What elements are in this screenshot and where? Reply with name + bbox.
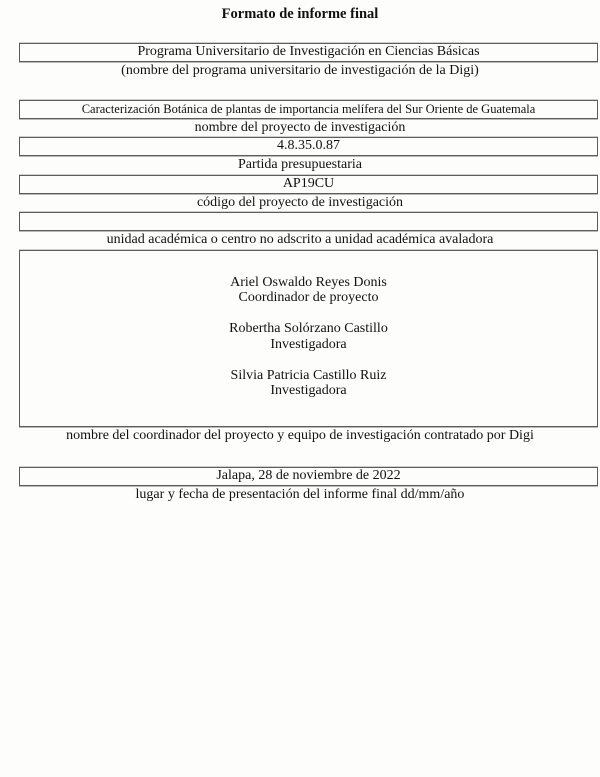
project-name-caption: nombre del proyecto de investigación <box>194 119 406 135</box>
team-line <box>20 352 597 368</box>
team-line: Silvia Patricia Castillo Ruiz <box>230 367 387 383</box>
project-code-caption: código del proyecto de investigación <box>196 194 404 210</box>
date-place-caption: lugar y fecha de presentación del informe final dd/mm/año <box>135 487 465 502</box>
page-title: Formato de informe final <box>221 6 379 22</box>
project-code-field[interactable]: AP19CU <box>19 175 598 194</box>
spacer <box>0 24 600 43</box>
team-field[interactable] <box>19 250 598 427</box>
team-line: Coordinador de proyecto <box>238 290 379 305</box>
program-name-caption: (nombre del programa universitario de investigación de la Digi) <box>121 63 479 78</box>
spacer <box>0 81 600 100</box>
budget-line-field[interactable]: 4.8.35.0.87 <box>19 137 598 156</box>
team-caption: nombre del coordinador del proyecto y equipo de investigación contratado por Digi <box>66 427 534 443</box>
team-line: Robertha Solórzano Castillo <box>229 321 388 336</box>
team-line: Investigadora <box>270 336 347 352</box>
document-page <box>0 5 600 777</box>
program-name-field[interactable]: Programa Universitario de Investigación en Ciencias Básicas <box>19 43 598 62</box>
team-line <box>20 306 597 322</box>
team-line: Investigadora <box>270 383 347 398</box>
date-place-field[interactable]: Jalapa, 28 de noviembre de 2022 <box>19 467 598 486</box>
budget-line-caption: Partida presupuestaria <box>237 157 362 172</box>
academic-unit-caption: unidad académica o centro no adscrito a unidad académica avaladora <box>106 232 494 247</box>
spacer <box>0 445 600 467</box>
team-line: Ariel Oswaldo Reyes Donis <box>230 274 387 290</box>
project-name-field[interactable]: Caracterización Botánica de plantas de importancia melífera del Sur Oriente de Guatemala <box>19 100 598 119</box>
academic-unit-field[interactable] <box>19 212 598 231</box>
